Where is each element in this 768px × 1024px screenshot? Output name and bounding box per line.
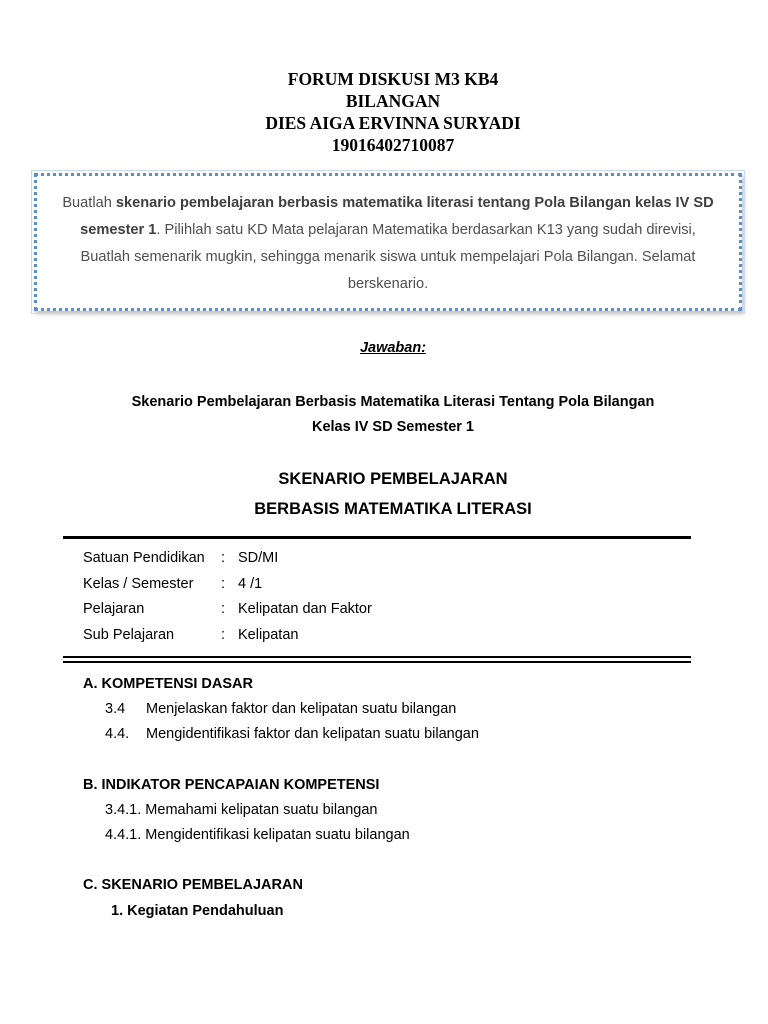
- identity-colon: :: [221, 626, 226, 643]
- subtitle-line-1: Skenario Pembelajaran Berbasis Matematika Literasi Tentang Pola Bilangan: [131, 394, 655, 410]
- instruction-box: [34, 173, 742, 311]
- identity-colon: :: [221, 601, 226, 617]
- identity-colon: :: [221, 575, 226, 592]
- identity-label: Sub Pelajaran: [83, 626, 175, 643]
- kd-item-number: 3.4: [105, 701, 126, 717]
- identity-label: Satuan Pendidikan: [83, 550, 205, 566]
- instruction-text-2: . Pilihlah satu KD Mata pelajaran Matematika berdasarkan K13 yang sudah direvisi, Buatlah semenarik mugkin, sehingga menarik siswa untuk mempelajari Pola Bilangan. Selamat berskenario.: [80, 222, 696, 292]
- title-line-1: SKENARIO PEMBELAJARAN: [278, 470, 508, 488]
- identity-value: Kelipatan dan Faktor: [238, 601, 372, 617]
- top-divider: [63, 536, 691, 539]
- identity-value: 4 /1: [238, 575, 263, 592]
- subtitle-line-2: Kelas IV SD Semester 1: [311, 419, 474, 435]
- activity-item: 1. Kegiatan Pendahuluan: [111, 903, 284, 919]
- identity-colon: :: [221, 550, 226, 566]
- header-author-name: DIES AIGA ERVINNA SURYADI: [265, 113, 521, 133]
- section-b-heading: B. INDIKATOR PENCAPAIAN KOMPETENSI: [83, 777, 380, 793]
- identity-value: SD/MI: [238, 550, 279, 566]
- instruction-bold-text: skenario pembelajaran berbasis matematika literasi tentang Pola Bilangan kelas IV SD semester 1: [80, 195, 714, 238]
- scenario-title: [0, 464, 768, 524]
- identity-value: Kelipatan: [238, 626, 299, 643]
- kd-item-number: 4.4.: [105, 726, 130, 742]
- kd-item-text: Menjelaskan faktor dan kelipatan suatu bilangan: [146, 701, 457, 717]
- header-forum-title: FORUM DISKUSI M3 KB4: [287, 69, 499, 89]
- scenario-subtitle: [0, 390, 768, 440]
- title-line-2: BERBASIS MATEMATIKA LITERASI: [254, 500, 532, 518]
- header-student-id: 19016402710087: [331, 135, 455, 155]
- section-a-heading: A. KOMPETENSI DASAR: [83, 676, 253, 692]
- bottom-double-divider: [63, 656, 691, 663]
- answer-label: Jawaban:: [359, 340, 427, 356]
- kd-item-text: Mengidentifikasi faktor dan kelipatan suatu bilangan: [146, 726, 479, 742]
- document-header: [0, 68, 768, 156]
- header-topic: BILANGAN: [345, 91, 441, 111]
- section-c-heading: C. SKENARIO PEMBELAJARAN: [83, 877, 303, 893]
- identity-label: Pelajaran: [83, 601, 145, 617]
- identity-label: Kelas / Semester: [83, 575, 194, 592]
- instruction-text-1: Buatlah: [62, 195, 116, 211]
- indicator-item: 3.4.1. Memahami kelipatan suatu bilangan: [105, 802, 378, 818]
- indicator-item: 4.4.1. Mengidentifikasi kelipatan suatu bilangan: [105, 827, 410, 843]
